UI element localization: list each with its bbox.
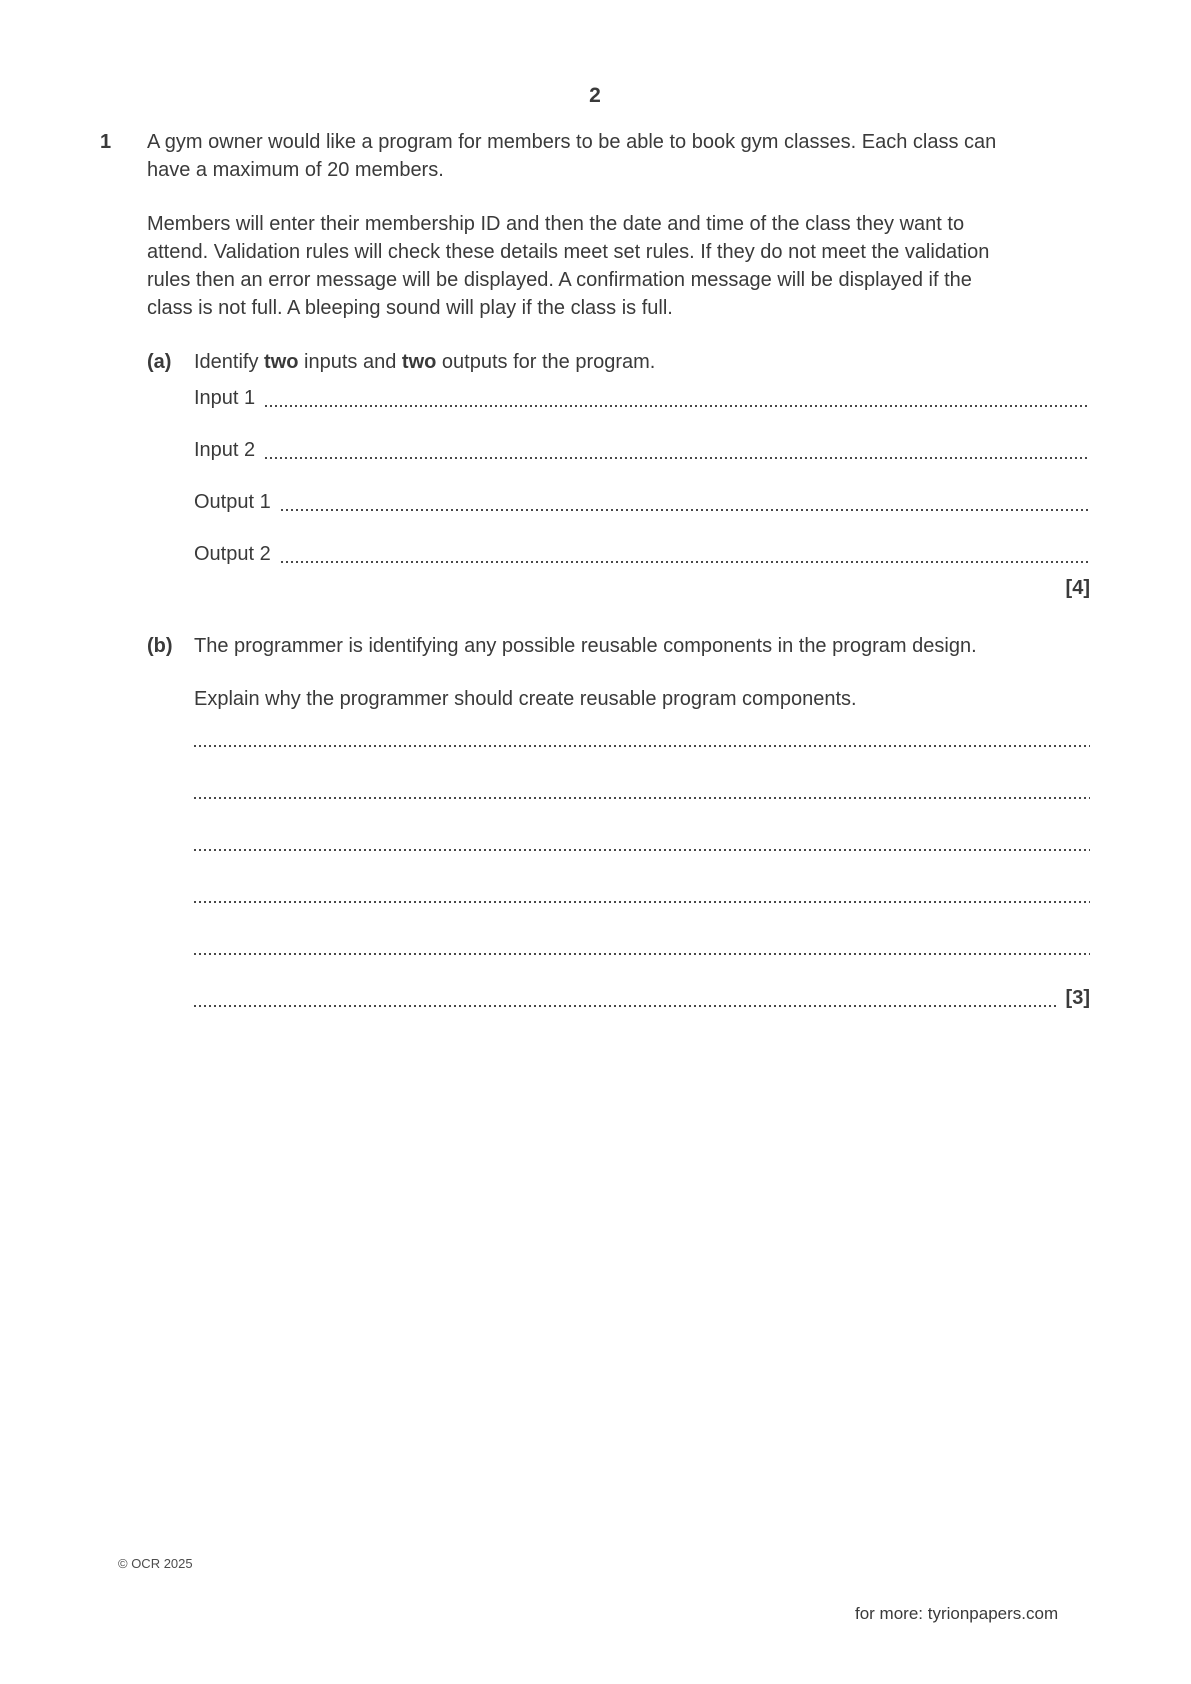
answer-field-label-output-1: Output 1 (194, 491, 271, 513)
intro-paragraph-1 (147, 128, 1090, 184)
part-a (147, 348, 1090, 602)
part-a-prompt-bold-1: two (264, 351, 299, 373)
dotted-answer-line (194, 953, 1090, 955)
part-b (147, 632, 1090, 1012)
intro2-line-3: rules then an error message will be displayed. A confirmation message will be displayed if the (147, 269, 972, 291)
answer-field-row-input-1 (194, 384, 1090, 412)
answer-field-row-output-1 (194, 488, 1090, 516)
dotted-answer-line (194, 1005, 1058, 1007)
part-b-body (194, 632, 1090, 1012)
intro2-line-4: class is not full. A bleeping sound will play if the class is full. (147, 297, 673, 319)
dotted-answer-line (265, 405, 1090, 407)
part-a-prompt-text-2: inputs and (298, 351, 402, 373)
part-a-prompt-bold-2: two (401, 351, 437, 373)
part-a-label: (a) (147, 351, 172, 373)
page-number: 2 (589, 84, 601, 107)
dotted-answer-line (194, 745, 1090, 747)
answer-line-2 (194, 776, 1090, 804)
intro2-line-1: Members will enter their membership ID and then the date and time of the class they want to (147, 213, 965, 235)
part-a-prompt-text-3: outputs for the program. (436, 351, 656, 373)
question-1 (100, 128, 1090, 1012)
intro-paragraph-2 (147, 210, 1090, 322)
dotted-answer-line (281, 509, 1090, 511)
part-a-prompt (194, 348, 1090, 376)
intro2-line-2: attend. Validation rules will check these details meet set rules. If they do not meet the validation (147, 241, 990, 263)
dotted-answer-line (281, 561, 1090, 563)
answer-field-label-input-2: Input 2 (194, 439, 256, 461)
footer-promo: for more: tyrionpapers.com (855, 1604, 1059, 1623)
answer-line-6 (194, 984, 1090, 1012)
answer-field-label-input-1: Input 1 (194, 387, 256, 409)
intro1-line-2: have a maximum of 20 members. (147, 159, 444, 181)
answer-field-label-output-2: Output 2 (194, 543, 271, 565)
part-a-marks-badge: [4] (1065, 577, 1090, 599)
dotted-answer-line (194, 901, 1090, 903)
part-b-label: (b) (147, 635, 173, 657)
dotted-answer-line (265, 457, 1090, 459)
part-b-marks-badge: [3] (1065, 987, 1090, 1009)
part-b-prompt: Explain why the programmer should create reusable program components. (194, 688, 857, 710)
answer-line-4 (194, 880, 1090, 908)
answer-line-3 (194, 828, 1090, 856)
answer-line-5 (194, 932, 1090, 960)
answer-line-1 (194, 724, 1090, 752)
dotted-answer-line (194, 849, 1090, 851)
footer-copyright: © OCR 2025 (118, 1556, 193, 1571)
answer-field-row-input-2 (194, 436, 1090, 464)
part-a-body (194, 348, 1090, 602)
part-b-statement: The programmer is identifying any possible reusable components in the program design. (194, 635, 977, 657)
intro1-line-1: A gym owner would like a program for members to be able to book gym classes. Each class can (147, 131, 997, 153)
answer-field-row-output-2 (194, 540, 1090, 568)
question-body (147, 128, 1090, 1012)
part-a-prompt-text-1: Identify (194, 351, 265, 373)
dotted-answer-line (194, 797, 1090, 799)
question-number: 1 (100, 131, 112, 153)
